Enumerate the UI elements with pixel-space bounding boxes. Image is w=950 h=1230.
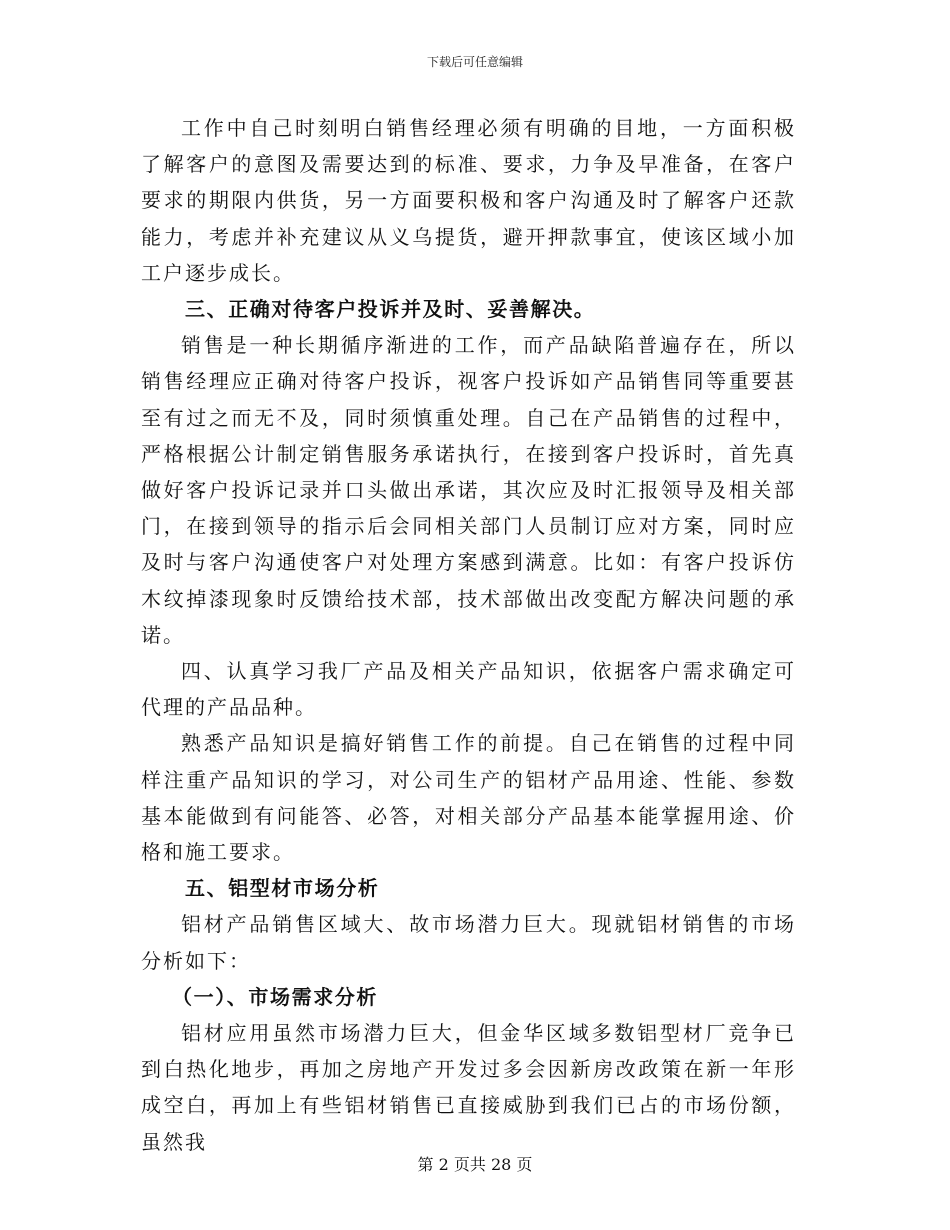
paragraph-1: 工作中自己时刻明白销售经理必须有明确的目地，一方面积极了解客户的意图及需要达到的标准、要求，力争及早准备，在客户要求的期限内供货，另一方面要积极和客户沟通及时了解客户还款能力，考虑并补充建议从义乌提货，避开押款事宜，使该区域小加工户逐步成长。 [141,116,796,285]
page-number-footer: 第 2 页共 28 页 [417,1155,533,1174]
paragraph-4: 铝材产品销售区域大、故市场潜力巨大。现就铝材销售的市场分析如下： [141,912,796,973]
page-header-note: 下载后可任意编辑 [426,55,523,69]
paragraph-2: 销售是一种长期循序渐进的工作，而产品缺陷普遍存在，所以销售经理应正确对待客户投诉，视客户投诉如产品销售同等重要甚至有过之而无不及，同时须慎重处理。自己在产品销售的过程中，严格根据公计制定销售服务承诺执行，在接到客户投诉时，首先真做好客户投诉记录并口头做出承诺，其次应及时汇报领导及相关部门，在接到领导的指示后会同相关部门人员制订应对方案，同时应及时与客户沟通使客户对处理方案感到满意。比如：有客户投诉仿木纹掉漆现象时反馈给技术部，技术部做出改变配方解决问题的承诺。 [141,333,796,647]
section-heading-4: 四、认真学习我厂产品及相关产品知识，依据客户需求确定可代理的产品品种。 [141,659,796,720]
paragraph-5: 铝材应用虽然市场潜力巨大，但金华区域多数铝型材厂竞争已到白热化地步，再加之房地产开发过多会因新房改政策在新一年形成空白，再加上有些铝材销售已直接威胁到我们已占的市场份额，虽然我 [141,1021,796,1154]
page-body [141,110,796,1160]
subsection-heading-1: （一）、市场需求分析 [172,984,378,1009]
paragraph-3: 熟悉产品知识是搞好销售工作的前提。自己在销售的过程中同样注重产品知识的学习，对公司生产的铝材产品用途、性能、参数基本能做到有问能答、必答，对相关部分产品基本能掌握用途、价格和施工要求。 [141,731,796,865]
section-heading-3: 三、正确对待客户投诉并及时、妥善解决。 [185,297,596,322]
section-heading-5: 五、铝型材市场分析 [185,876,380,901]
